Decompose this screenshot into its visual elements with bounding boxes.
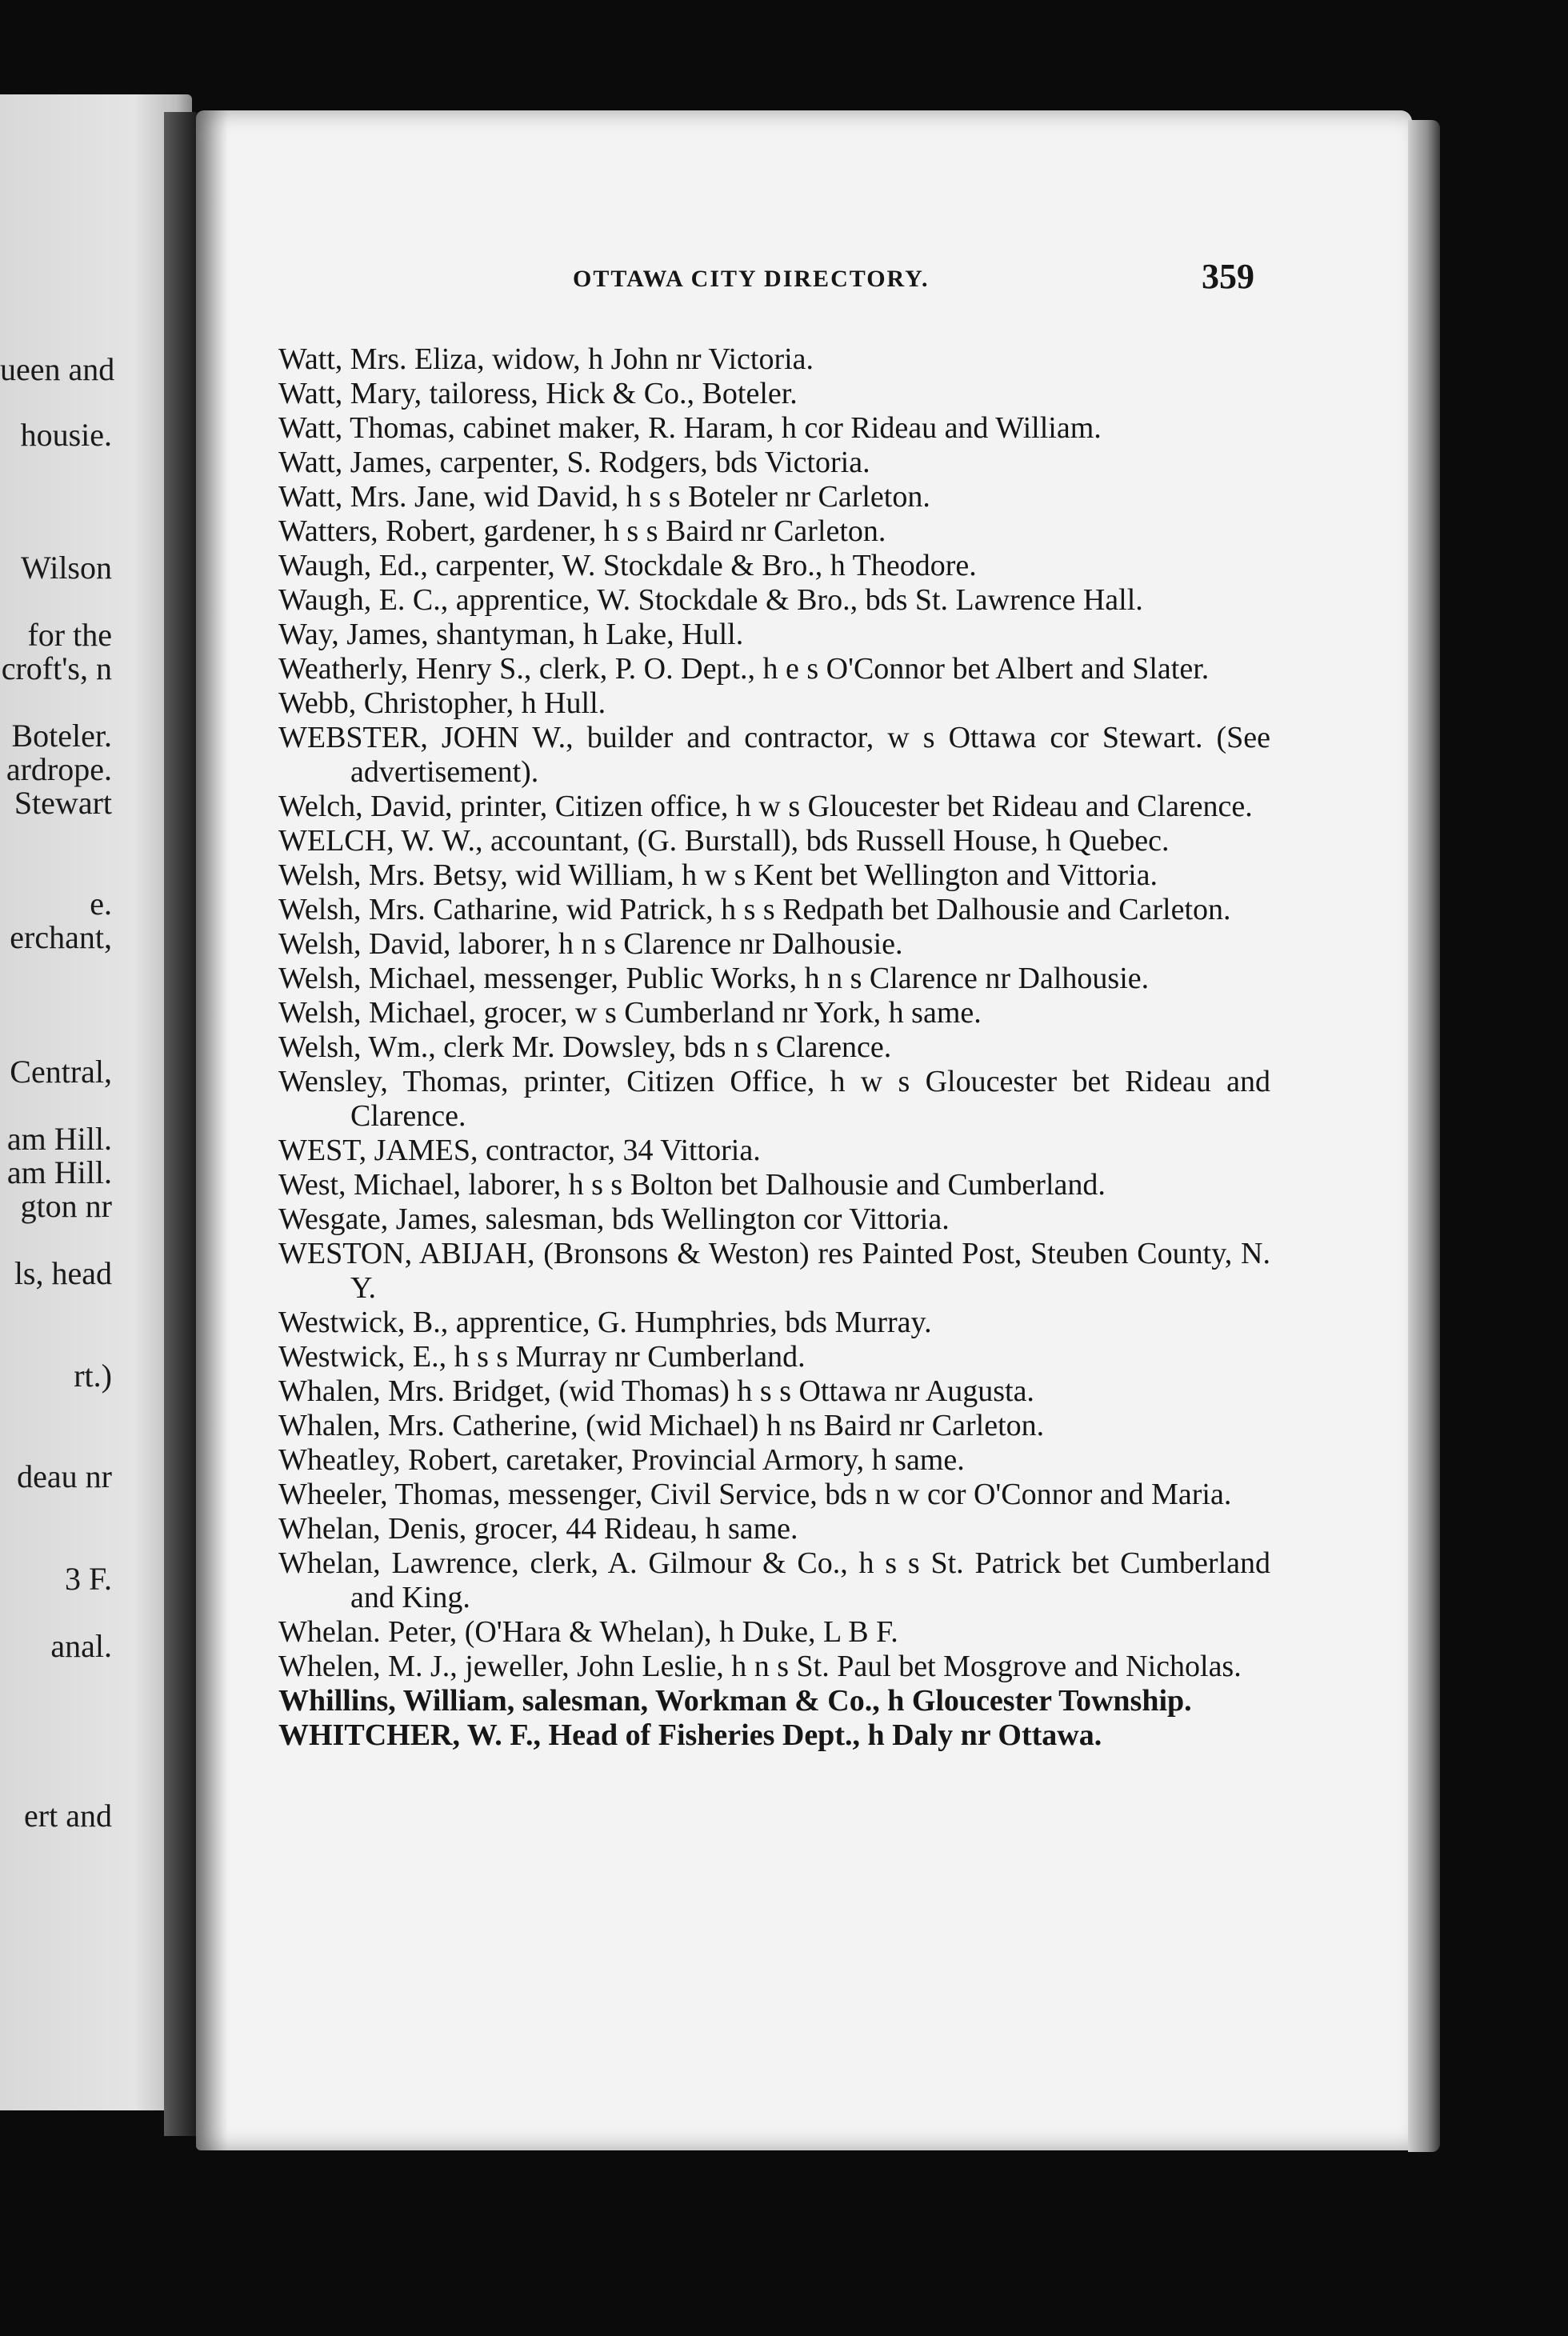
directory-entry: WHITCHER, W. F., Head of Fisheries Dept., h Daly nr Ottawa. [278, 1718, 1102, 1752]
left-page-line: Stewart [14, 785, 112, 821]
directory-entry: Wensley, Thomas, printer, Citizen Office, h w s Gloucester bet Rideau and Clarence. [278, 1065, 1270, 1133]
left-page-line: ls, head [14, 1255, 112, 1291]
left-page-line: ueen and [0, 351, 115, 387]
directory-entry: Watt, James, carpenter, S. Rodgers, bds Victoria. [278, 446, 870, 479]
directory-entry: Welsh, David, laborer, h n s Clarence nr Dalhousie. [278, 927, 903, 961]
directory-entry: Waugh, E. C., apprentice, W. Stockdale & Bro., bds St. Lawrence Hall. [278, 583, 1143, 617]
directory-entry: Westwick, E., h s s Murray nr Cumberland. [278, 1340, 806, 1374]
left-page-line: 3 F. [64, 1561, 112, 1597]
page-edge [1408, 120, 1440, 2152]
facing-page [0, 94, 192, 2110]
left-page-line: e. [90, 886, 112, 922]
directory-entry: WEBSTER, JOHN W., builder and contractor, w s Ottawa cor Stewart. (See advertisement). [278, 721, 1270, 789]
directory-entry: Welsh, Michael, messenger, Public Works, h n s Clarence nr Dalhousie. [278, 962, 1150, 995]
left-page-line: ert and [24, 1798, 112, 1834]
directory-entry: Whalen, Mrs. Bridget, (wid Thomas) h s s Ottawa nr Augusta. [278, 1374, 1034, 1408]
directory-entry: Welsh, Mrs. Catharine, wid Patrick, h s s Redpath bet Dalhousie and Carleton. [278, 893, 1231, 926]
directory-entry: Whelan. Peter, (O'Hara & Whelan), h Duke, L B F. [278, 1615, 898, 1649]
directory-entry: Waugh, Ed., carpenter, W. Stockdale & Bro., h Theodore. [278, 549, 977, 582]
directory-entry: Weatherly, Henry S., clerk, P. O. Dept., h e s O'Connor bet Albert and Slater. [278, 652, 1210, 686]
directory-entry: Welsh, Michael, grocer, w s Cumberland nr York, h same. [278, 996, 982, 1030]
left-page-line: croft's, n [1, 650, 112, 686]
left-page-line: am Hill. [6, 1154, 112, 1190]
directory-entry: Way, James, shantyman, h Lake, Hull. [278, 618, 744, 651]
directory-entries [278, 342, 1270, 1753]
left-page-line: Central, [10, 1054, 112, 1090]
left-page-line: deau nr [17, 1458, 112, 1494]
directory-entry: WESTON, ABIJAH, (Bronsons & Weston) res Painted Post, Steuben County, N. Y. [278, 1237, 1270, 1305]
left-page-line: erchant, [10, 919, 112, 955]
directory-entry: Whelan, Lawrence, clerk, A. Gilmour & Co., h s s St. Patrick bet Cumberland and King. [278, 1546, 1270, 1614]
directory-entry: Watt, Mrs. Eliza, widow, h John nr Victoria. [278, 342, 814, 376]
directory-entry: Watt, Mary, tailoress, Hick & Co., Boteler. [278, 377, 798, 410]
left-page-line: Wilson [21, 550, 112, 586]
directory-entry: Whillins, William, salesman, Workman & Co., h Gloucester Township. [278, 1684, 1192, 1718]
directory-entry: West, Michael, laborer, h s s Bolton bet Dalhousie and Cumberland. [278, 1168, 1106, 1202]
directory-entry: Watt, Mrs. Jane, wid David, h s s Boteler nr Carleton. [278, 480, 930, 514]
page-number: 359 [1202, 257, 1254, 296]
directory-entry: Welsh, Mrs. Betsy, wid William, h w s Kent bet Wellington and Vittoria. [278, 858, 1158, 892]
left-page-line: housie. [20, 417, 112, 453]
directory-entry: Wheeler, Thomas, messenger, Civil Service, bds n w cor O'Connor and Maria. [278, 1478, 1232, 1511]
left-page-line: rt.) [74, 1358, 112, 1394]
directory-entry: Whelan, Denis, grocer, 44 Rideau, h same. [278, 1512, 798, 1546]
directory-entry: Watters, Robert, gardener, h s s Baird nr Carleton. [278, 514, 886, 548]
directory-entry: Watt, Thomas, cabinet maker, R. Haram, h cor Rideau and William. [278, 411, 1102, 445]
left-page-line: gton nr [20, 1188, 112, 1224]
directory-entry: WEST, JAMES, contractor, 34 Vittoria. [278, 1134, 761, 1167]
directory-entry: Webb, Christopher, h Hull. [278, 686, 606, 720]
directory-entry: Westwick, B., apprentice, G. Humphries, bds Murray. [278, 1306, 932, 1339]
directory-entry: Wesgate, James, salesman, bds Wellington cor Vittoria. [278, 1202, 950, 1236]
directory-entry: Whelen, M. J., jeweller, John Leslie, h n s St. Paul bet Mosgrove and Nicholas. [278, 1650, 1242, 1683]
directory-entry: Welsh, Wm., clerk Mr. Dowsley, bds n s Clarence. [278, 1030, 892, 1064]
directory-entry: Whalen, Mrs. Catherine, (wid Michael) h ns Baird nr Carleton. [278, 1409, 1045, 1442]
page-fold-shadow [196, 110, 228, 2150]
left-page-line: for the [27, 617, 112, 653]
directory-entry: WELCH, W. W., accountant, (G. Burstall), bds Russell House, h Quebec. [278, 824, 1170, 858]
left-page-line: anal. [50, 1628, 112, 1664]
directory-entry: Welch, David, printer, Citizen office, h w s Gloucester bet Rideau and Clarence. [278, 790, 1253, 823]
directory-entry: Wheatley, Robert, caretaker, Provincial Armory, h same. [278, 1443, 965, 1477]
left-page-line: am Hill. [6, 1121, 112, 1157]
running-title: OTTAWA CITY DIRECTORY. [573, 266, 930, 292]
left-page-line: ardrope. [6, 751, 112, 787]
left-page-line: Boteler. [11, 718, 112, 754]
